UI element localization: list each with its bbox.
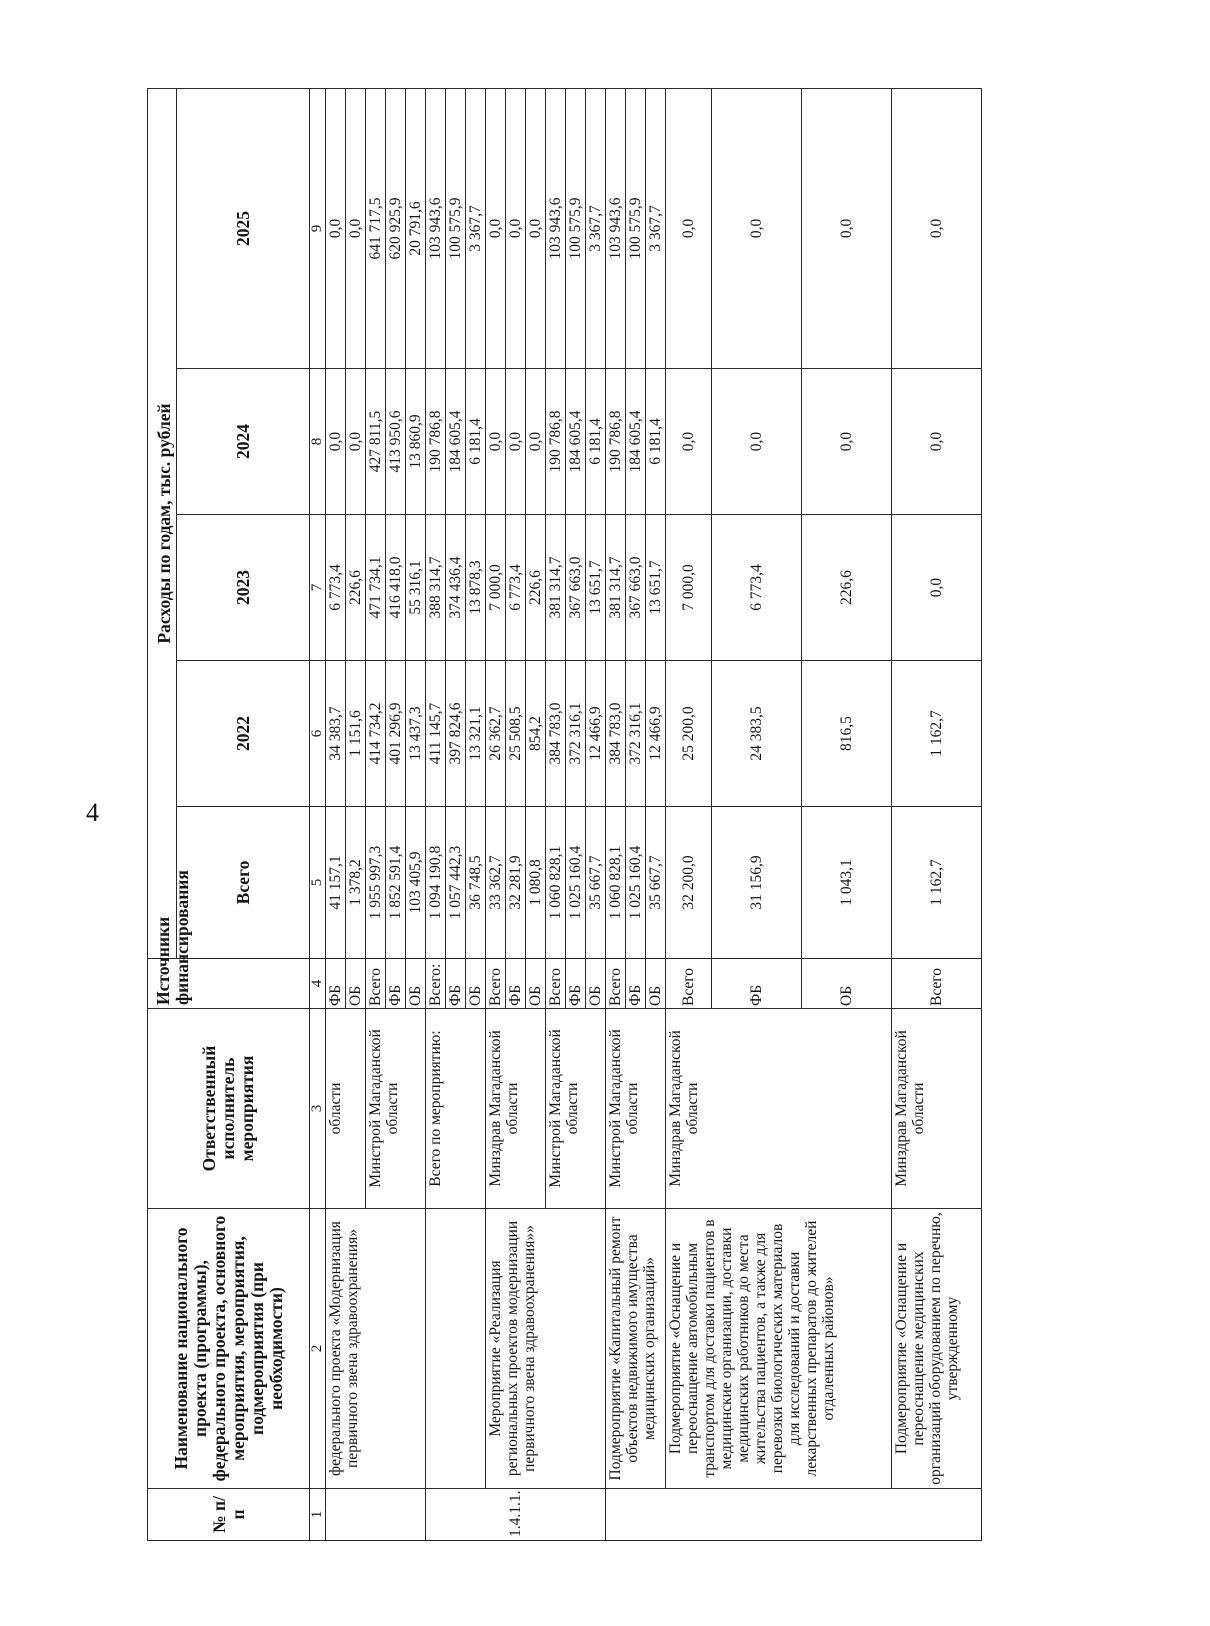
cell-2023: 226,6 [346,515,366,661]
cell-2023: 367 663,0 [626,515,646,661]
cell-2022: 13 437,3 [406,661,426,807]
cell-2024: 6 181,4 [466,369,486,515]
cell-total: 1 057 442,3 [446,807,466,959]
column-numbers-row [310,88,326,1540]
header-year-2024: 2024 [177,369,310,515]
cell-2024: 184 605,4 [446,369,466,515]
cell-2024: 0,0 [346,369,366,515]
cell-2025: 0,0 [526,88,546,368]
cell-2024: 190 786,8 [426,369,446,515]
cell-2025: 0,0 [666,88,712,368]
cell-2023: 6 773,4 [506,515,526,661]
cell-2025: 103 943,6 [546,88,566,368]
cell-2022: 411 145,7 [426,661,446,807]
cell-2024: 190 786,8 [606,369,626,515]
financing-table [147,88,982,1541]
cell-2024: 184 605,4 [566,369,586,515]
cell-2025: 0,0 [506,88,526,368]
cell-source: Всего [892,959,982,1009]
column-number: 2 [310,1209,326,1489]
cell-2024: 0,0 [526,369,546,515]
table-row [326,88,346,1540]
cell-name: Подмероприятие «Оснащение и переоснащение автомобильным транспортом для доставки пациентов в медицинские организации, доставки медицинских работников до места жительства пациентов, а также для перевозки биологических материалов для исследований и доставки лекарственных препаратов до жителей отдаленных районов» [666,1209,892,1489]
cell-source: Всего [546,959,566,1009]
cell-2022: 816,5 [802,661,892,807]
cell-2025: 0,0 [486,88,506,368]
cell-2024: 0,0 [802,369,892,515]
cell-source: Всего: [426,959,446,1009]
cell-responsible: Минздрав Магаданской области [666,1009,892,1209]
cell-name: Подмероприятие «Капитальный ремонт объектов недвижимого имущества медицинских организаций» [606,1209,666,1489]
cell-responsible: Минстрой Магаданской области [366,1009,426,1209]
cell-total: 1 025 160,4 [566,807,586,959]
cell-2023: 226,6 [802,515,892,661]
rotated-table-wrapper [147,89,1210,1541]
cell-source: ОБ [646,959,666,1009]
cell-2025: 0,0 [892,88,982,368]
cell-2023: 13 651,7 [586,515,606,661]
cell-2025: 0,0 [326,88,346,368]
cell-2023: 55 316,1 [406,515,426,661]
cell-2024: 6 181,4 [646,369,666,515]
table-row [426,88,446,1540]
cell-2024: 427 811,5 [366,369,386,515]
header-no: № п/п [148,1489,310,1541]
column-number: 1 [310,1489,326,1541]
column-number: 8 [310,369,326,515]
column-number: 5 [310,807,326,959]
cell-2023: 7 000,0 [486,515,506,661]
cell-2024: 190 786,8 [546,369,566,515]
cell-2023: 6 773,4 [712,515,802,661]
cell-2022: 414 734,2 [366,661,386,807]
cell-2025: 100 575,9 [626,88,646,368]
cell-2023: 367 663,0 [566,515,586,661]
cell-2025: 0,0 [802,88,892,368]
cell-2024: 0,0 [892,369,982,515]
cell-2023: 226,6 [526,515,546,661]
cell-name: федерального проекта «Модернизация первичного звена здравоохранения» [326,1209,426,1489]
cell-total: 1 955 997,3 [366,807,386,959]
cell-2024: 0,0 [326,369,346,515]
cell-2023: 388 314,7 [426,515,446,661]
cell-total: 1 094 190,8 [426,807,446,959]
cell-2024: 413 950,6 [386,369,406,515]
cell-2022: 12 466,9 [646,661,666,807]
cell-source: ФБ [326,959,346,1009]
cell-2023: 0,0 [892,515,982,661]
page-number: 4 [86,798,99,827]
cell-total: 1 080,8 [526,807,546,959]
cell-source: ОБ [802,959,892,1009]
cell-name: Подмероприятие «Оснащение и переоснащение медицинских организаций оборудованием по перечню, утвержденному [892,1209,982,1489]
cell-2022: 25 508,5 [506,661,526,807]
cell-2025: 620 925,9 [386,88,406,368]
cell-2025: 20 791,6 [406,88,426,368]
cell-2024: 0,0 [486,369,506,515]
cell-source: ФБ [446,959,466,1009]
cell-2023: 7 000,0 [666,515,712,661]
cell-total: 35 667,7 [646,807,666,959]
cell-2024: 0,0 [666,369,712,515]
cell-total: 1 162,7 [892,807,982,959]
cell-total: 35 667,7 [586,807,606,959]
cell-no [326,1489,426,1541]
cell-2022: 854,2 [526,661,546,807]
header-year-2025: 2025 [177,88,310,368]
cell-source: Всего [486,959,506,1009]
header-year-2022: 2022 [177,661,310,807]
cell-2022: 24 383,5 [712,661,802,807]
cell-total: 1 060 828,1 [546,807,566,959]
cell-source: ОБ [406,959,426,1009]
cell-total: 1 060 828,1 [606,807,626,959]
cell-2022: 384 783,0 [546,661,566,807]
cell-responsible: Минздрав Магаданской области [892,1009,982,1209]
cell-total: 33 362,7 [486,807,506,959]
cell-2025: 3 367,7 [646,88,666,368]
cell-2023: 416 418,0 [386,515,406,661]
cell-2023: 13 878,3 [466,515,486,661]
cell-source: ОБ [466,959,486,1009]
cell-source: ОБ [526,959,546,1009]
header-responsible: Ответственный исполнитель мероприятия [148,1009,310,1209]
cell-no [606,1489,982,1541]
cell-total: 103 405,9 [406,807,426,959]
cell-2024: 6 181,4 [586,369,606,515]
cell-responsible: Всего по мероприятию: [426,1009,486,1209]
cell-name [426,1209,486,1489]
cell-source: ОБ [346,959,366,1009]
header-name: Наименование национального проекта (программы), федерального проекта, основного мероприятия, мероприятия, подмероприятия (при необходимости) [148,1209,310,1489]
cell-2025: 3 367,7 [586,88,606,368]
cell-2022: 12 466,9 [586,661,606,807]
cell-2025: 100 575,9 [566,88,586,368]
cell-2022: 26 362,7 [486,661,506,807]
cell-total: 1 025 160,4 [626,807,646,959]
cell-total: 1 378,2 [346,807,366,959]
cell-no: 1.4.1.1. [426,1489,606,1541]
cell-2023: 381 314,7 [546,515,566,661]
cell-responsible: области [326,1009,366,1209]
cell-2024: 0,0 [506,369,526,515]
cell-2025: 641 717,5 [366,88,386,368]
header-expenses: Расходы по годам, тыс. рублей [148,88,177,958]
header-sources: Источники финансирования [148,959,310,1009]
cell-2022: 397 824,6 [446,661,466,807]
cell-2025: 100 575,9 [446,88,466,368]
table-row [666,88,712,1540]
cell-2024: 13 860,9 [406,369,426,515]
cell-source: Всего [606,959,626,1009]
cell-total: 36 748,5 [466,807,486,959]
cell-2022: 25 200,0 [666,661,712,807]
cell-2022: 401 296,9 [386,661,406,807]
cell-2022: 34 383,7 [326,661,346,807]
cell-source: Всего [666,959,712,1009]
cell-2022: 384 783,0 [606,661,626,807]
table-row [892,88,982,1540]
cell-total: 1 852 591,4 [386,807,406,959]
cell-total: 32 281,9 [506,807,526,959]
cell-2022: 13 321,1 [466,661,486,807]
cell-responsible: Минздрав Магаданской области [486,1009,546,1209]
header-total: Всего [177,807,310,959]
cell-2022: 372 316,1 [566,661,586,807]
table-row [606,88,626,1540]
cell-total: 32 200,0 [666,807,712,959]
cell-2023: 381 314,7 [606,515,626,661]
cell-2025: 3 367,7 [466,88,486,368]
cell-2025: 0,0 [346,88,366,368]
cell-2022: 1 151,6 [346,661,366,807]
cell-2023: 471 734,1 [366,515,386,661]
column-number: 6 [310,661,326,807]
cell-source: ОБ [586,959,606,1009]
cell-source: ФБ [712,959,802,1009]
cell-2022: 1 162,7 [892,661,982,807]
column-number: 9 [310,88,326,368]
cell-2024: 184 605,4 [626,369,646,515]
column-number: 4 [310,959,326,1009]
column-number: 7 [310,515,326,661]
cell-2022: 372 316,1 [626,661,646,807]
cell-source: ФБ [626,959,646,1009]
cell-source: ФБ [566,959,586,1009]
cell-2023: 13 651,7 [646,515,666,661]
cell-2024: 0,0 [712,369,802,515]
cell-source: Всего [366,959,386,1009]
cell-source: ФБ [386,959,406,1009]
cell-2023: 6 773,4 [326,515,346,661]
cell-total: 41 157,1 [326,807,346,959]
cell-source: ФБ [506,959,526,1009]
cell-responsible: Минстрой Магаданской области [606,1009,666,1209]
cell-responsible: Минстрой Магаданской области [546,1009,606,1209]
cell-total: 31 156,9 [712,807,802,959]
cell-2025: 103 943,6 [426,88,446,368]
cell-name: Мероприятие «Реализация региональных проектов модернизации первичного звена здравоохранения»» [486,1209,606,1489]
cell-total: 1 043,1 [802,807,892,959]
cell-2025: 0,0 [712,88,802,368]
column-number: 3 [310,1009,326,1209]
header-year-2023: 2023 [177,515,310,661]
cell-2023: 374 436,4 [446,515,466,661]
table-row [486,88,506,1540]
cell-2025: 103 943,6 [606,88,626,368]
